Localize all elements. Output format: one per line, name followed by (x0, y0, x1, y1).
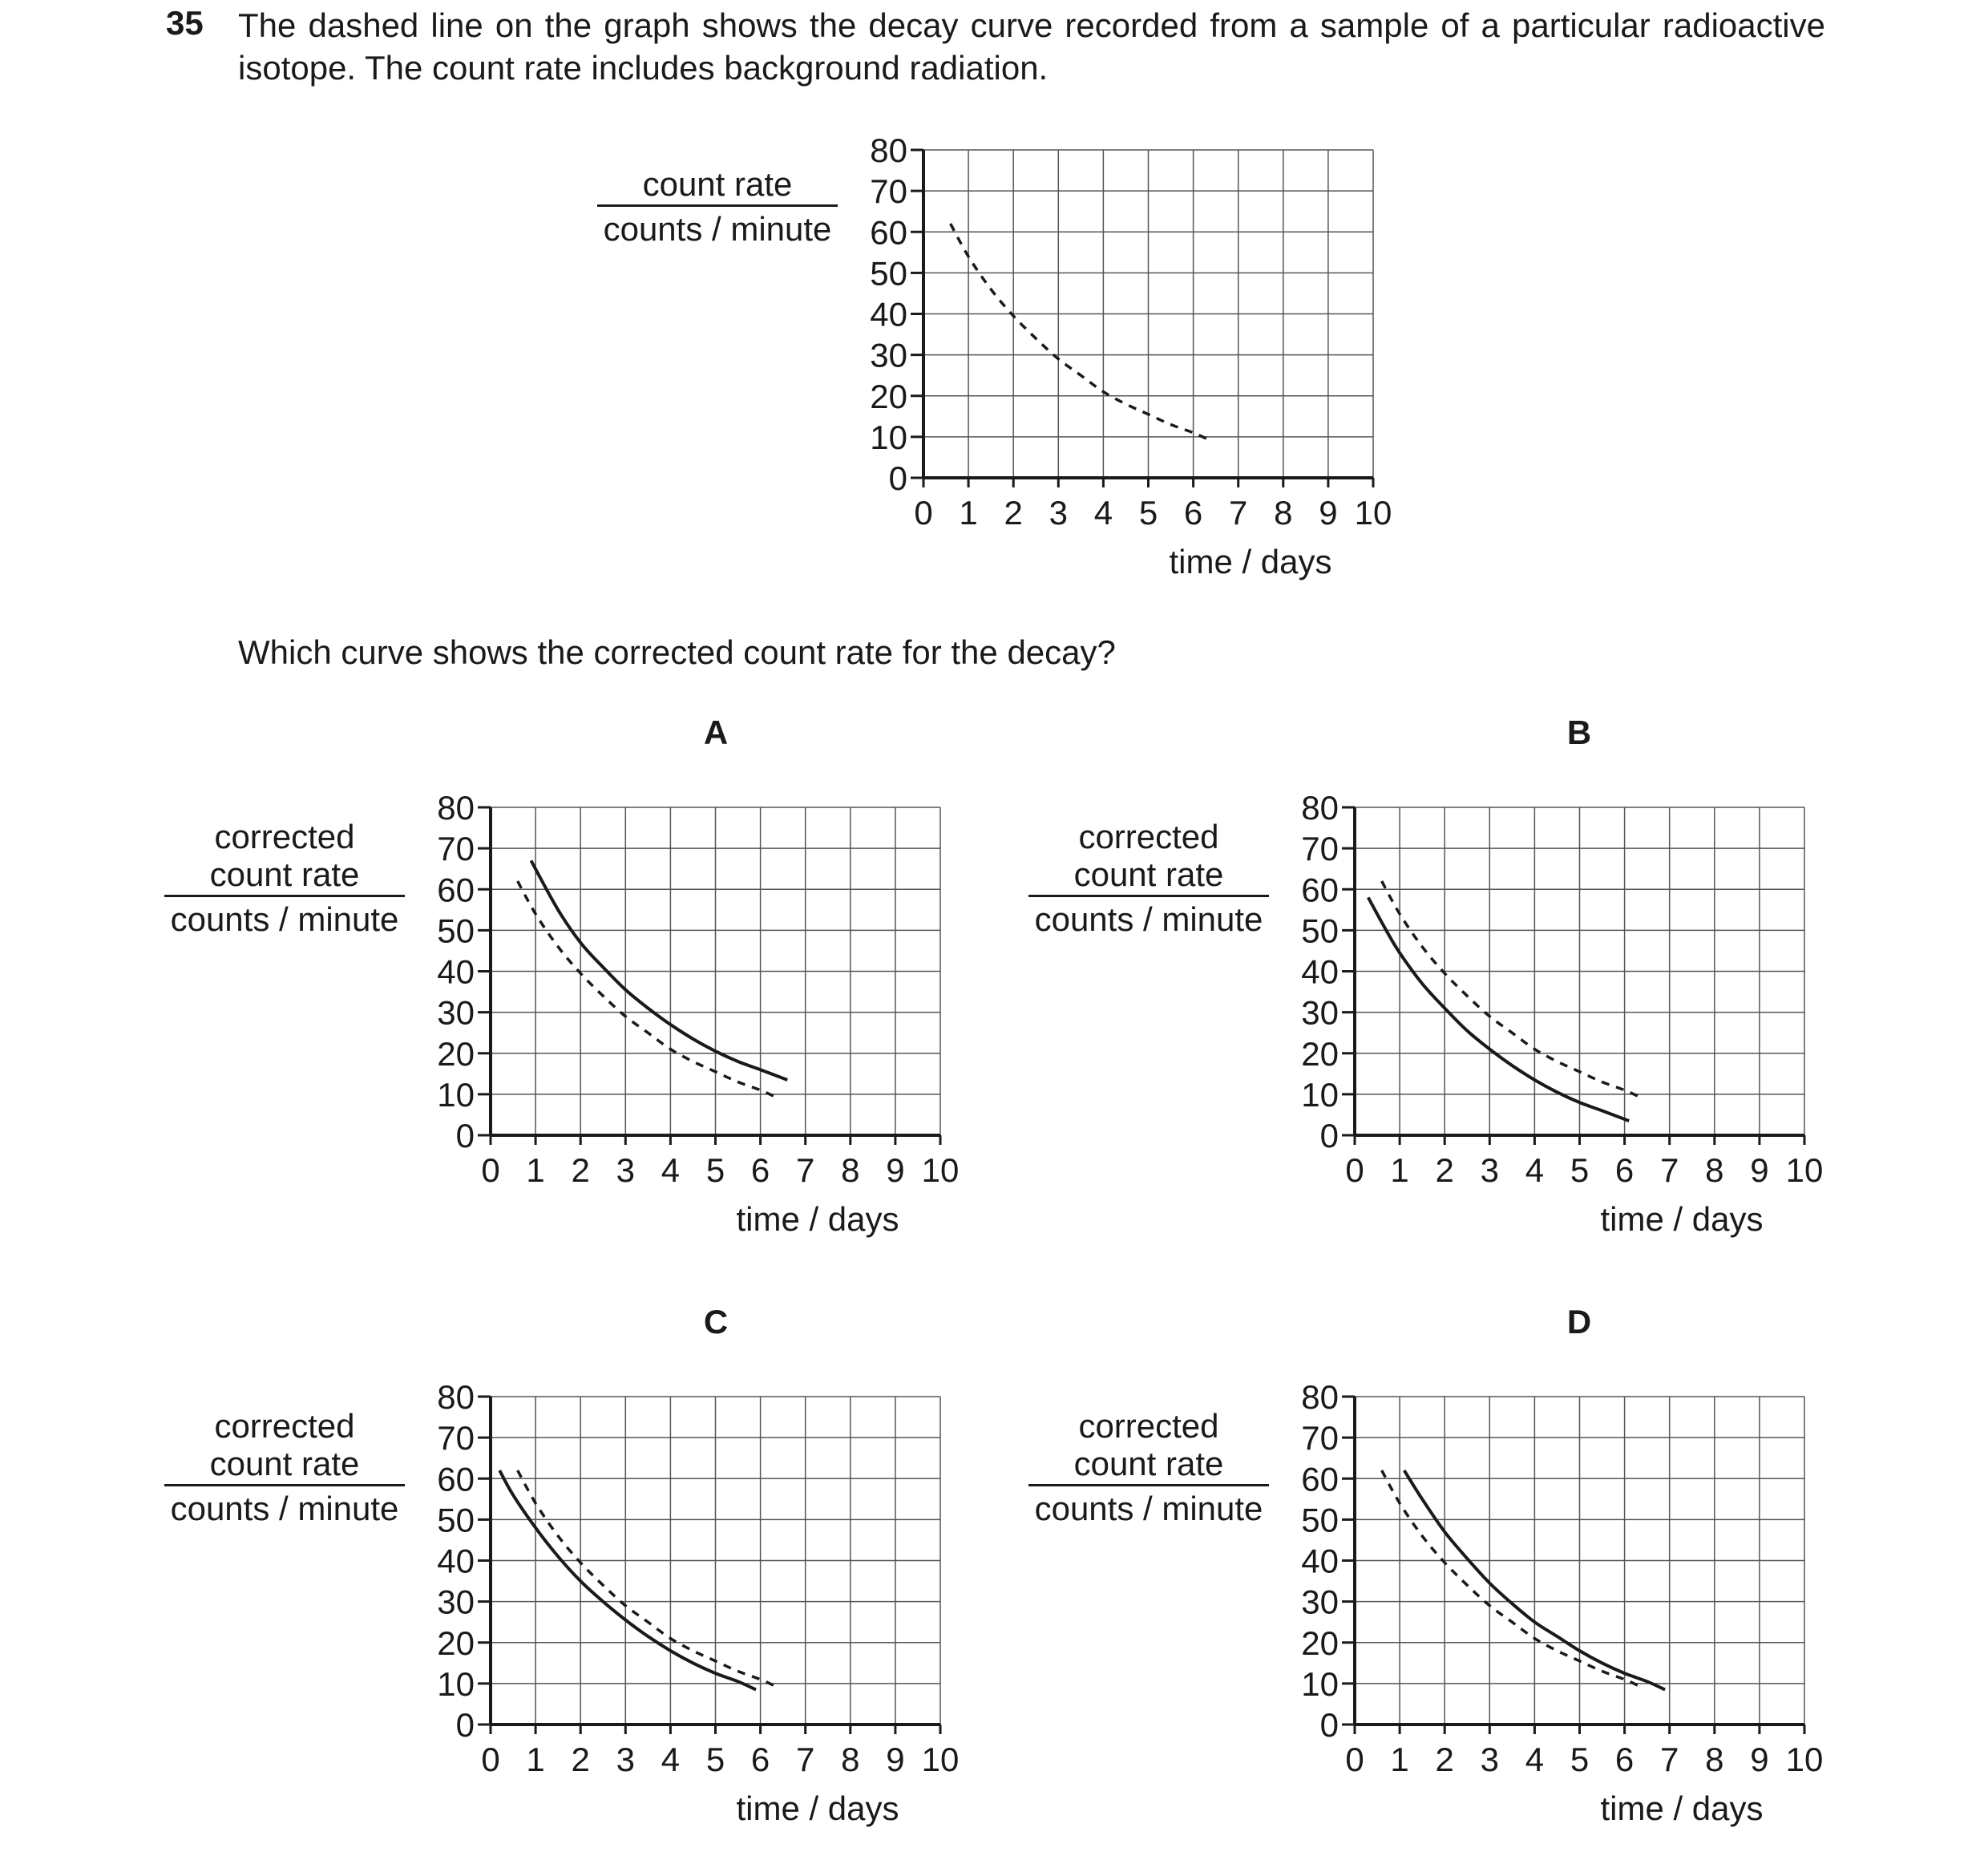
b-y-tick-label: 50 (1301, 912, 1339, 950)
b-x-tick-label: 7 (1660, 1151, 1679, 1189)
d-y-tick-label: 10 (1301, 1664, 1339, 1703)
c-solid-curve (499, 1470, 756, 1690)
d-x-tick-label: 5 (1570, 1741, 1590, 1778)
a-y-tick-label: 40 (437, 952, 475, 991)
option-letter-c: C (703, 1303, 729, 1340)
d-x-tick-label: 2 (1435, 1741, 1454, 1778)
option-letter-b: B (1566, 714, 1592, 751)
c-x-axis-label: time / days (736, 1789, 899, 1827)
a-x-tick-label: 5 (705, 1151, 725, 1189)
a-y-axis-quantity-line-1: corrected (214, 818, 355, 855)
d-x-tick-label: 4 (1525, 1741, 1545, 1778)
b-x-tick-label: 1 (1390, 1151, 1409, 1189)
c-y-axis-quantity-line-2: count rate (164, 1445, 405, 1486)
c-y-axis-quantity-line-1: corrected (214, 1407, 355, 1445)
main-x-tick-label: 10 (1354, 494, 1392, 532)
a-x-tick-label: 6 (750, 1151, 770, 1189)
main-x-tick-label: 0 (914, 494, 933, 532)
b-y-tick-label: 20 (1301, 1034, 1339, 1073)
a-y-tick-label: 60 (437, 871, 475, 909)
b-y-tick-label: 10 (1301, 1075, 1339, 1114)
d-y-tick-label: 40 (1301, 1542, 1339, 1580)
a-solid-curve (531, 860, 787, 1080)
b-y-axis-unit: counts / minute (1034, 900, 1263, 938)
b-y-tick-label: 80 (1301, 789, 1339, 827)
b-x-tick-label: 5 (1570, 1151, 1590, 1189)
main-x-tick-label: 8 (1274, 494, 1293, 532)
b-x-tick-label: 8 (1705, 1151, 1724, 1189)
c-y-tick-label: 50 (437, 1501, 475, 1539)
b-x-tick-label: 10 (1785, 1151, 1824, 1189)
b-y-tick-label: 60 (1301, 871, 1339, 909)
c-y-tick-label: 30 (437, 1583, 475, 1621)
d-y-axis-unit: counts / minute (1034, 1490, 1263, 1527)
b-x-tick-label: 4 (1525, 1151, 1545, 1189)
b-x-axis-label: time / days (1600, 1200, 1764, 1238)
c-dashed-curve (518, 1470, 778, 1688)
c-x-tick-label: 6 (750, 1741, 770, 1778)
a-x-tick-label: 7 (796, 1151, 815, 1189)
main-y-axis-unit: counts / minute (603, 210, 832, 248)
b-x-tick-label: 0 (1345, 1151, 1364, 1189)
c-x-tick-label: 3 (616, 1741, 635, 1778)
b-y-axis-quantity-line-2: count rate (1028, 855, 1269, 897)
a-y-tick-label: 80 (437, 789, 475, 827)
c-x-tick-label: 1 (526, 1741, 545, 1778)
c-y-tick-label: 20 (437, 1623, 475, 1662)
b-y-tick-label: 70 (1301, 830, 1339, 868)
c-x-tick-label: 7 (796, 1741, 815, 1778)
d-y-tick-label: 80 (1301, 1378, 1339, 1416)
a-y-tick-label: 30 (437, 993, 475, 1032)
c-x-tick-label: 0 (481, 1741, 500, 1778)
option-a-chart (369, 786, 1010, 1267)
main-y-tick-label: 20 (870, 377, 907, 415)
d-y-tick-label: 0 (1319, 1706, 1339, 1744)
d-x-tick-label: 0 (1345, 1741, 1364, 1778)
d-y-axis-quantity-line-1: corrected (1078, 1407, 1219, 1445)
a-x-tick-label: 9 (886, 1151, 905, 1189)
c-y-tick-label: 40 (437, 1542, 475, 1580)
a-x-tick-label: 2 (571, 1151, 590, 1189)
a-y-axis-quantity-line-2: count rate (164, 855, 405, 897)
a-y-axis-unit: counts / minute (170, 900, 399, 938)
main-y-tick-label: 10 (870, 418, 907, 456)
a-y-tick-label: 50 (437, 912, 475, 950)
main-y-tick-label: 30 (870, 336, 907, 374)
c-x-tick-label: 2 (571, 1741, 590, 1778)
main-x-tick-label: 1 (959, 494, 978, 532)
question-stem: The dashed line on the graph shows the decay curve recorded from a sample of a particular radioactive isotope. The count rate includes background radiation. (238, 6, 1825, 87)
b-solid-curve (1368, 897, 1629, 1121)
b-x-tick-label: 2 (1435, 1151, 1454, 1189)
a-x-tick-label: 0 (481, 1151, 500, 1189)
main-y-tick-label: 60 (870, 213, 907, 252)
option-letter-d: D (1566, 1303, 1592, 1340)
a-x-tick-label: 10 (921, 1151, 960, 1189)
d-x-tick-label: 6 (1614, 1741, 1634, 1778)
main-y-tick-label: 80 (870, 131, 907, 169)
main-x-tick-label: 3 (1049, 494, 1068, 532)
b-y-tick-label: 40 (1301, 952, 1339, 991)
main-x-tick-label: 2 (1004, 494, 1023, 532)
a-dashed-curve (518, 881, 778, 1098)
main-x-tick-label: 7 (1229, 494, 1248, 532)
main-dashed-curve (951, 224, 1211, 441)
d-x-tick-label: 8 (1705, 1741, 1724, 1778)
c-y-tick-label: 0 (455, 1706, 475, 1744)
b-y-axis-quantity-line-1: corrected (1078, 818, 1219, 855)
c-y-tick-label: 70 (437, 1419, 475, 1458)
a-x-axis-label: time / days (736, 1200, 899, 1238)
option-letter-a: A (703, 714, 729, 751)
c-x-tick-label: 8 (841, 1741, 860, 1778)
main-y-axis-quantity: count rate (597, 165, 838, 207)
option-c-chart (369, 1375, 1010, 1856)
b-y-tick-label: 30 (1301, 993, 1339, 1032)
d-x-tick-label: 3 (1480, 1741, 1499, 1778)
main-y-tick-label: 40 (870, 295, 907, 334)
c-x-tick-label: 4 (661, 1741, 681, 1778)
main-x-tick-label: 5 (1138, 494, 1158, 532)
main-y-tick-label: 70 (870, 172, 907, 211)
b-x-tick-label: 3 (1480, 1151, 1499, 1189)
b-x-tick-label: 9 (1750, 1151, 1769, 1189)
d-y-tick-label: 30 (1301, 1583, 1339, 1621)
c-x-tick-label: 9 (886, 1741, 905, 1778)
main-x-tick-label: 6 (1183, 494, 1203, 532)
c-y-tick-label: 60 (437, 1460, 475, 1498)
c-y-axis-unit: counts / minute (170, 1490, 399, 1527)
a-x-tick-label: 4 (661, 1151, 681, 1189)
d-x-tick-label: 10 (1785, 1741, 1824, 1778)
d-x-tick-label: 1 (1390, 1741, 1409, 1778)
d-y-tick-label: 60 (1301, 1460, 1339, 1498)
c-x-tick-label: 10 (921, 1741, 960, 1778)
main-x-tick-label: 4 (1093, 494, 1113, 532)
a-x-tick-label: 8 (841, 1151, 860, 1189)
d-dashed-curve (1382, 1470, 1643, 1688)
main-x-tick-label: 9 (1319, 494, 1338, 532)
a-y-tick-label: 0 (455, 1117, 475, 1154)
question-number: 35 (166, 4, 204, 42)
b-x-tick-label: 6 (1614, 1151, 1634, 1189)
d-y-axis-quantity-line-2: count rate (1028, 1445, 1269, 1486)
option-d-chart (1233, 1375, 1874, 1856)
b-y-tick-label: 0 (1319, 1117, 1339, 1154)
main-chart (802, 128, 1443, 609)
a-y-tick-label: 20 (437, 1034, 475, 1073)
main-y-tick-label: 50 (870, 254, 907, 293)
d-x-tick-label: 9 (1750, 1741, 1769, 1778)
a-y-tick-label: 70 (437, 830, 475, 868)
a-x-tick-label: 1 (526, 1151, 545, 1189)
d-x-tick-label: 7 (1660, 1741, 1679, 1778)
question-prompt: Which curve shows the corrected count rate for the decay? (238, 633, 1116, 671)
d-y-tick-label: 20 (1301, 1623, 1339, 1662)
d-y-tick-label: 50 (1301, 1501, 1339, 1539)
d-x-axis-label: time / days (1600, 1789, 1764, 1827)
a-x-tick-label: 3 (616, 1151, 635, 1189)
c-x-tick-label: 5 (705, 1741, 725, 1778)
main-y-tick-label: 0 (888, 459, 907, 497)
option-b-chart (1233, 786, 1874, 1267)
d-y-tick-label: 70 (1301, 1419, 1339, 1458)
main-x-axis-label: time / days (1169, 543, 1332, 580)
c-y-tick-label: 80 (437, 1378, 475, 1416)
c-y-tick-label: 10 (437, 1664, 475, 1703)
a-y-tick-label: 10 (437, 1075, 475, 1114)
